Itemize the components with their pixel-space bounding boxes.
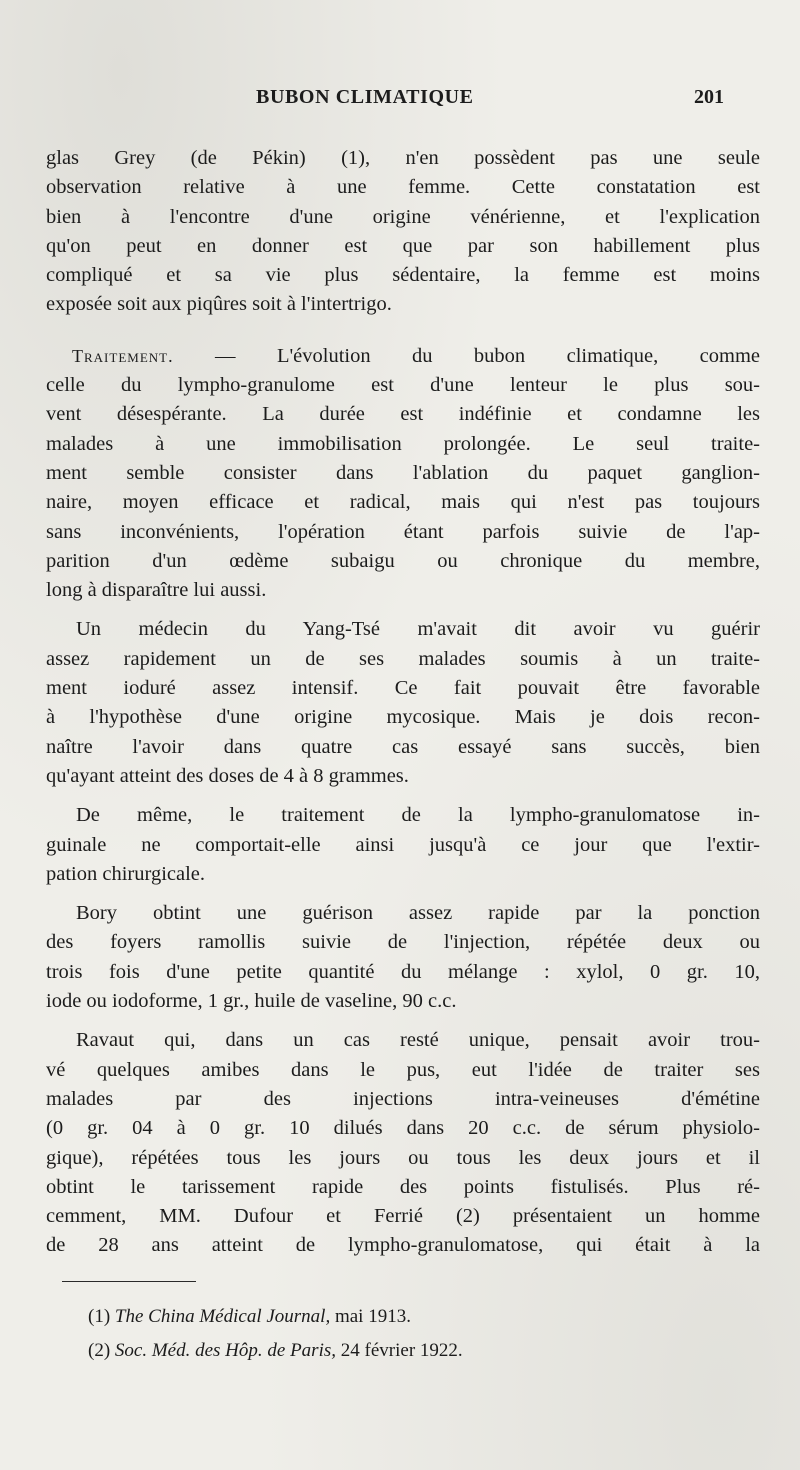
footnote-source: Soc. Méd. des Hôp. de Paris, bbox=[114, 1340, 337, 1361]
text-line: cemment, MM. Dufour et Ferrié (2) présentaient un homme bbox=[46, 1205, 760, 1228]
text-line: des foyers ramollis suivie de l'injection, répétée deux ou bbox=[46, 931, 760, 954]
paragraph-gap bbox=[46, 320, 760, 342]
text-line: Un médecin du Yang-Tsé m'avait dit avoir vu guérir bbox=[76, 618, 760, 641]
text-line: à l'hypothèse d'une origine mycosique. Mais je dois recon- bbox=[46, 706, 760, 729]
text-line: naître l'avoir dans quatre cas essayé sans succès, bien bbox=[46, 735, 760, 758]
text-line: exposée soit aux piqûres soit à l'intertrigo. bbox=[46, 293, 392, 316]
text-line: assez rapidement un de ses malades soumis à un traite- bbox=[46, 647, 760, 670]
text-line: Bory obtint une guérison assez rapide par la ponction bbox=[76, 902, 760, 925]
text-line: ment semble consister dans l'ablation du paquet ganglion- bbox=[46, 461, 760, 484]
text-line: vé quelques amibes dans le pus, eut l'idée de traiter ses bbox=[46, 1058, 760, 1081]
footnote-number: (1) bbox=[88, 1306, 111, 1327]
text-line bbox=[46, 342, 760, 371]
text-line: parition d'un œdème subaigu ou chronique du membre, bbox=[46, 549, 760, 572]
text-line: malades par des injections intra-veineuses d'émétine bbox=[46, 1087, 760, 1110]
text-line: obtint le tarissement rapide des points fistulisés. Plus ré- bbox=[46, 1175, 760, 1198]
text-line: sans inconvénients, l'opération étant parfois suivie de l'ap- bbox=[46, 520, 760, 543]
footnote-number: (2) bbox=[88, 1340, 111, 1361]
page-header bbox=[0, 86, 800, 116]
body-text bbox=[46, 144, 760, 1261]
paragraph-gap bbox=[46, 1016, 760, 1026]
text-line: celle du lympho-granulome est d'une lenteur le plus sou- bbox=[46, 374, 760, 397]
text-line: Ravaut qui, dans un cas resté unique, pensait avoir trou- bbox=[76, 1029, 760, 1052]
text-line: vent désespérante. La durée est indéfinie et condamne les bbox=[46, 403, 760, 426]
text-line: de 28 ans atteint de lympho-granulomatose, qui était à la bbox=[46, 1234, 760, 1257]
paragraph bbox=[46, 801, 760, 889]
paragraph bbox=[46, 342, 760, 606]
footnotes bbox=[88, 1300, 768, 1368]
footnote bbox=[88, 1334, 768, 1368]
text-line: gique), répétées tous les jours ou tous les deux jours et il bbox=[46, 1146, 760, 1169]
text-line: guinale ne comportait-elle ainsi jusqu'à ce jour que l'extir- bbox=[46, 833, 760, 856]
footnote-separator bbox=[62, 1281, 196, 1282]
heading-continuation: — L'évolution du bubon climatique, comme bbox=[173, 344, 760, 367]
text-line: trois fois d'une petite quantité du mélange : xylol, 0 gr. 10, bbox=[46, 960, 760, 983]
text-line: compliqué et sa vie plus sédentaire, la femme est moins bbox=[46, 264, 760, 287]
text-line: malades à une immobilisation prolongée. Le seul traite- bbox=[46, 432, 760, 455]
text-line: qu'on peut en donner est que par son habillement plus bbox=[46, 234, 760, 257]
text-line: glas Grey (de Pékin) (1), n'en possèdent pas une seule bbox=[46, 147, 760, 169]
text-line: observation relative à une femme. Cette constatation est bbox=[46, 176, 760, 199]
text-line: (0 gr. 04 à 0 gr. 10 dilués dans 20 c.c. de sérum physiolo- bbox=[46, 1117, 760, 1140]
footnote-source: The China Médical Journal, bbox=[114, 1306, 331, 1327]
text-line: ment ioduré assez intensif. Ce fait pouvait être favorable bbox=[46, 677, 760, 700]
footnote-detail: 24 février 1922. bbox=[336, 1340, 463, 1361]
text-line: pation chirurgicale. bbox=[46, 862, 206, 885]
footnote bbox=[88, 1300, 768, 1334]
text-line: qu'ayant atteint des doses de 4 à 8 grammes. bbox=[46, 764, 409, 787]
paragraph-gap bbox=[46, 791, 760, 801]
text-line: naire, moyen efficace et radical, mais qui n'est pas toujours bbox=[46, 491, 760, 514]
running-title: BUBON CLIMATIQUE bbox=[256, 86, 474, 108]
paragraph bbox=[46, 615, 760, 791]
text-line: bien à l'encontre d'une origine vénérienne, et l'explication bbox=[46, 205, 760, 228]
paragraph bbox=[46, 899, 760, 1016]
section-heading: Traitement. bbox=[72, 345, 174, 366]
paragraph bbox=[46, 1026, 760, 1260]
text-line: De même, le traitement de la lympho-granulomatose in- bbox=[76, 804, 760, 827]
paragraph-gap bbox=[46, 605, 760, 615]
text-line: iode ou iodoforme, 1 gr., huile de vaseline, 90 c.c. bbox=[46, 990, 457, 1013]
page-number: 201 bbox=[694, 86, 724, 108]
footnote-detail: mai 1913. bbox=[330, 1306, 411, 1327]
paragraph bbox=[46, 144, 760, 320]
text-line: long à disparaître lui aussi. bbox=[46, 579, 267, 602]
paragraph-gap bbox=[46, 889, 760, 899]
